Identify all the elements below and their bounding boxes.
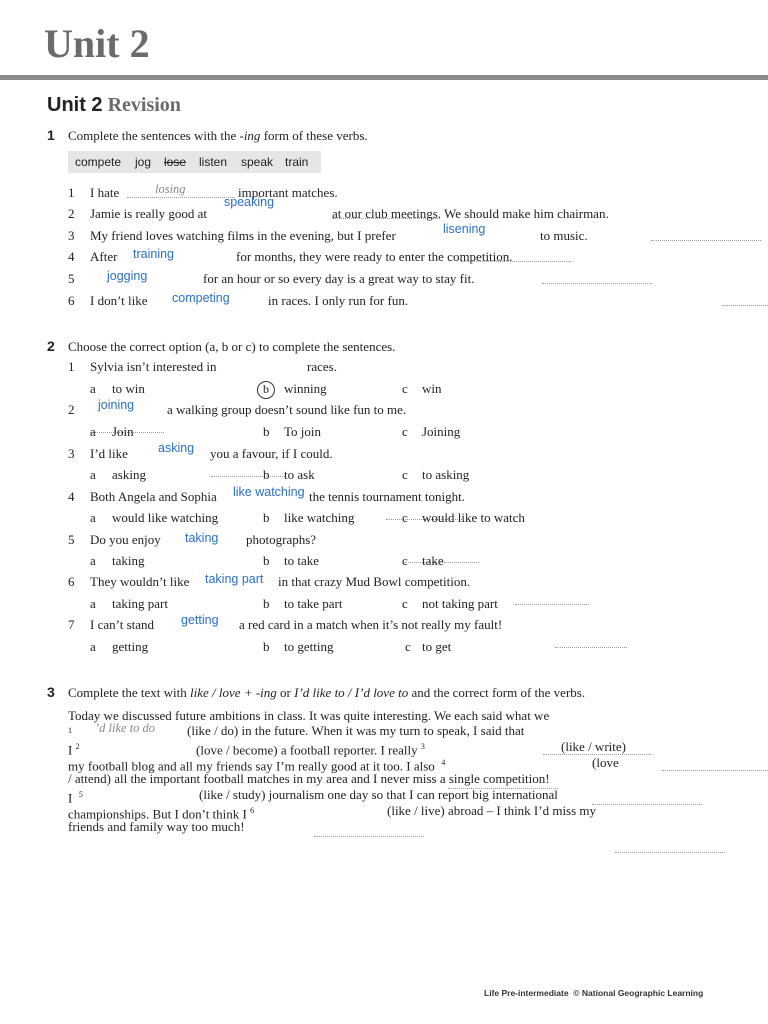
answer-blank[interactable]: [615, 840, 725, 853]
option-text[interactable]: to get: [422, 639, 452, 654]
item-number: 3: [68, 446, 75, 461]
item-text: photographs?: [246, 532, 317, 547]
option-text[interactable]: take: [422, 553, 444, 568]
item-number: 4: [68, 489, 75, 504]
option-text[interactable]: to ask: [284, 467, 315, 482]
option-text[interactable]: To join: [284, 424, 322, 439]
revision-word: Revision: [107, 94, 181, 116]
exercise-3-instruction: [68, 685, 585, 701]
option-letter: c: [402, 424, 408, 439]
answer-blank[interactable]: [555, 635, 627, 648]
item-text: I’d like: [90, 446, 128, 461]
text-line: (love: [592, 755, 619, 770]
option-letter: b: [263, 639, 270, 654]
instruction-text: Complete the text with: [68, 685, 191, 700]
answer-blank[interactable]: [515, 592, 589, 605]
handwritten-answer: joining: [98, 398, 135, 412]
item-text: you a favour, if I could.: [210, 446, 333, 461]
word-crossed: lose: [164, 155, 187, 169]
exercise-1-number: 1: [47, 127, 55, 143]
gap-number: 3: [420, 742, 425, 751]
item-text: I hate: [90, 185, 120, 200]
option-text[interactable]: to asking: [422, 467, 470, 482]
option-text[interactable]: not taking part: [422, 596, 498, 611]
item-text: Sylvia isn’t interested in: [90, 359, 217, 374]
text: championships. But I don’t think I: [68, 806, 247, 822]
instruction-text: Complete the sentences with the: [68, 128, 240, 143]
answer-blank[interactable]: [542, 271, 652, 284]
answer-blank[interactable]: [592, 792, 702, 805]
text-line: Today we discussed future ambitions in class. It was quite interesting. We each said what we: [68, 708, 550, 723]
option-letter: c: [402, 467, 408, 482]
item-text: important matches.: [238, 185, 338, 200]
handwritten-answer: like watching: [233, 485, 305, 499]
exercise-1-instruction: [68, 128, 368, 144]
item-text: to music.: [540, 228, 588, 243]
option-letter: c: [402, 553, 408, 568]
word: speak: [241, 155, 274, 169]
item-text: I don’t like: [90, 293, 148, 308]
handwritten-answer: getting: [181, 613, 219, 627]
exercise-2-number: 2: [47, 338, 55, 354]
text: I: [68, 790, 73, 806]
handwritten-answer: speaking: [224, 195, 275, 209]
option-text[interactable]: win: [422, 381, 442, 396]
answer-blank[interactable]: [651, 228, 761, 241]
revision-title: [47, 94, 181, 117]
answer-blank[interactable]: [722, 293, 768, 306]
item-number: 5: [68, 532, 75, 547]
option-text[interactable]: taking: [112, 553, 145, 568]
item-text: at our club meetings. We should make him chairman.: [332, 206, 609, 221]
option-letter: c: [402, 596, 408, 611]
option-text[interactable]: would like to watch: [422, 510, 525, 525]
gap-number: 5: [78, 790, 83, 799]
option-text[interactable]: like watching: [284, 510, 355, 525]
instruction-text: or: [276, 685, 295, 700]
item-text: races.: [307, 359, 337, 374]
option-text[interactable]: winning: [284, 381, 327, 396]
gap-number: 4: [441, 758, 446, 767]
option-letter: b: [263, 424, 270, 439]
text-line: (like / do) in the future. When it was my turn to speak, I said that: [187, 723, 525, 738]
option-letter: b: [263, 467, 270, 482]
item-text: After: [90, 249, 118, 264]
item-number: 1: [68, 359, 75, 374]
gap-number: 1: [68, 726, 72, 735]
option-letter: a: [90, 510, 96, 525]
text-line: (like / live) abroad – I think I’d miss my: [387, 803, 597, 818]
item-text: in races. I only run for fun.: [268, 293, 409, 308]
option-text[interactable]: to take part: [284, 596, 343, 611]
item-text: I can’t stand: [90, 617, 155, 632]
option-letter: b: [263, 510, 270, 525]
option-letter: a: [90, 381, 96, 396]
circled-option-b[interactable]: [257, 380, 275, 399]
option-text[interactable]: taking part: [112, 596, 168, 611]
item-text: They wouldn’t like: [90, 574, 190, 589]
instruction-italic: like / love + -ing: [190, 685, 277, 700]
header-rule: [0, 75, 768, 80]
item-text: in that crazy Mud Bowl competition.: [278, 574, 471, 589]
answer-blank[interactable]: [314, 824, 424, 837]
item-text: Do you enjoy: [90, 532, 161, 547]
option-letter: c: [405, 639, 411, 654]
word: compete: [75, 155, 122, 169]
answer-blank[interactable]: [211, 464, 285, 477]
item-number: 3: [68, 228, 75, 243]
option-letter: c: [402, 510, 408, 525]
option-letter: a: [90, 553, 96, 568]
handwritten-answer: competing: [172, 291, 230, 305]
option-letter: a: [90, 424, 96, 439]
item-text: for an hour or so every day is a great way to stay fit.: [203, 271, 475, 286]
handwritten-answer: lisening: [443, 222, 486, 236]
option-text[interactable]: getting: [112, 639, 149, 654]
item-number: 6: [68, 574, 75, 589]
text-line: / attend) all the important football matches in my area and I never miss a single competition!: [68, 771, 550, 786]
option-letter: c: [402, 381, 408, 396]
handwritten-answer: taking: [185, 531, 219, 545]
option-letter: b: [263, 553, 270, 568]
item-text: Jamie is really good at: [90, 206, 207, 221]
instruction-text: form of these verbs.: [260, 128, 368, 143]
handwritten-answer: taking part: [205, 572, 264, 586]
option-text[interactable]: to getting: [284, 639, 334, 654]
revision-unit: Unit 2: [47, 94, 103, 116]
option-letter: a: [90, 467, 96, 482]
option-letter: b: [263, 596, 270, 611]
text-line: (like / write): [561, 739, 626, 754]
item-number: 2: [68, 402, 75, 417]
footer: [484, 988, 703, 998]
model-answer: ’d like to do: [95, 721, 156, 735]
option-letter: a: [90, 596, 96, 611]
item-number: 1: [68, 185, 75, 200]
item-number: 7: [68, 617, 75, 632]
option-text[interactable]: to take: [284, 553, 320, 568]
word: listen: [199, 155, 228, 169]
exercise-2-instruction: Choose the correct option (a, b or c) to complete the sentences.: [68, 339, 396, 354]
instruction-italic: I’d like to / I’d love to: [294, 685, 409, 700]
item-text: the tennis tournament tonight.: [309, 489, 465, 504]
text: my football blog and all my friends say I’m really good at it too. I also: [68, 758, 435, 774]
instruction-text: and the correct form of the verbs.: [408, 685, 586, 700]
word: train: [285, 155, 309, 169]
option-text[interactable]: Join: [112, 424, 134, 439]
instruction-ing: -ing: [239, 128, 261, 143]
item-number: 4: [68, 249, 75, 264]
handwritten-answer: asking: [158, 441, 195, 455]
gap-number: 2: [75, 742, 80, 751]
option-text[interactable]: asking: [112, 467, 146, 482]
option-letter: b: [257, 381, 275, 399]
word: jog: [135, 155, 152, 169]
handwritten-answer: jogging: [107, 269, 148, 283]
exercise-3-number: 3: [47, 684, 55, 700]
unit-title: Unit 2: [44, 21, 150, 66]
word-box: [68, 151, 321, 173]
item-text: a red card in a match when it’s not really my fault!: [239, 617, 503, 632]
footer-copyright: © National Geographic Learning: [573, 988, 704, 998]
text-line: (like / study) journalism one day so that I can report big international: [199, 787, 558, 802]
text: (love / become) a football reporter. I really: [196, 742, 418, 758]
item-number: 2: [68, 206, 75, 221]
footer-book: Life Pre-intermediate: [484, 988, 569, 998]
option-text[interactable]: would like watching: [112, 510, 219, 525]
option-text[interactable]: to win: [112, 381, 145, 396]
answer-blank[interactable]: [662, 758, 768, 771]
gap-number: 6: [250, 806, 255, 815]
item-text: Both Angela and Sophia: [90, 489, 217, 504]
item-text: a walking group doesn’t sound like fun to me.: [167, 402, 407, 417]
text-line: friends and family way too much!: [68, 819, 245, 834]
model-answer: losing: [155, 182, 186, 196]
item-text: My friend loves watching films in the evening, but I prefer: [90, 228, 396, 243]
item-number: 5: [68, 271, 75, 286]
text: I: [68, 742, 73, 758]
handwritten-answer: training: [133, 247, 174, 261]
option-text[interactable]: Joining: [422, 424, 461, 439]
option-letter: a: [90, 639, 96, 654]
item-text: for months, they were ready to enter the competition.: [236, 249, 513, 264]
item-number: 6: [68, 293, 75, 308]
